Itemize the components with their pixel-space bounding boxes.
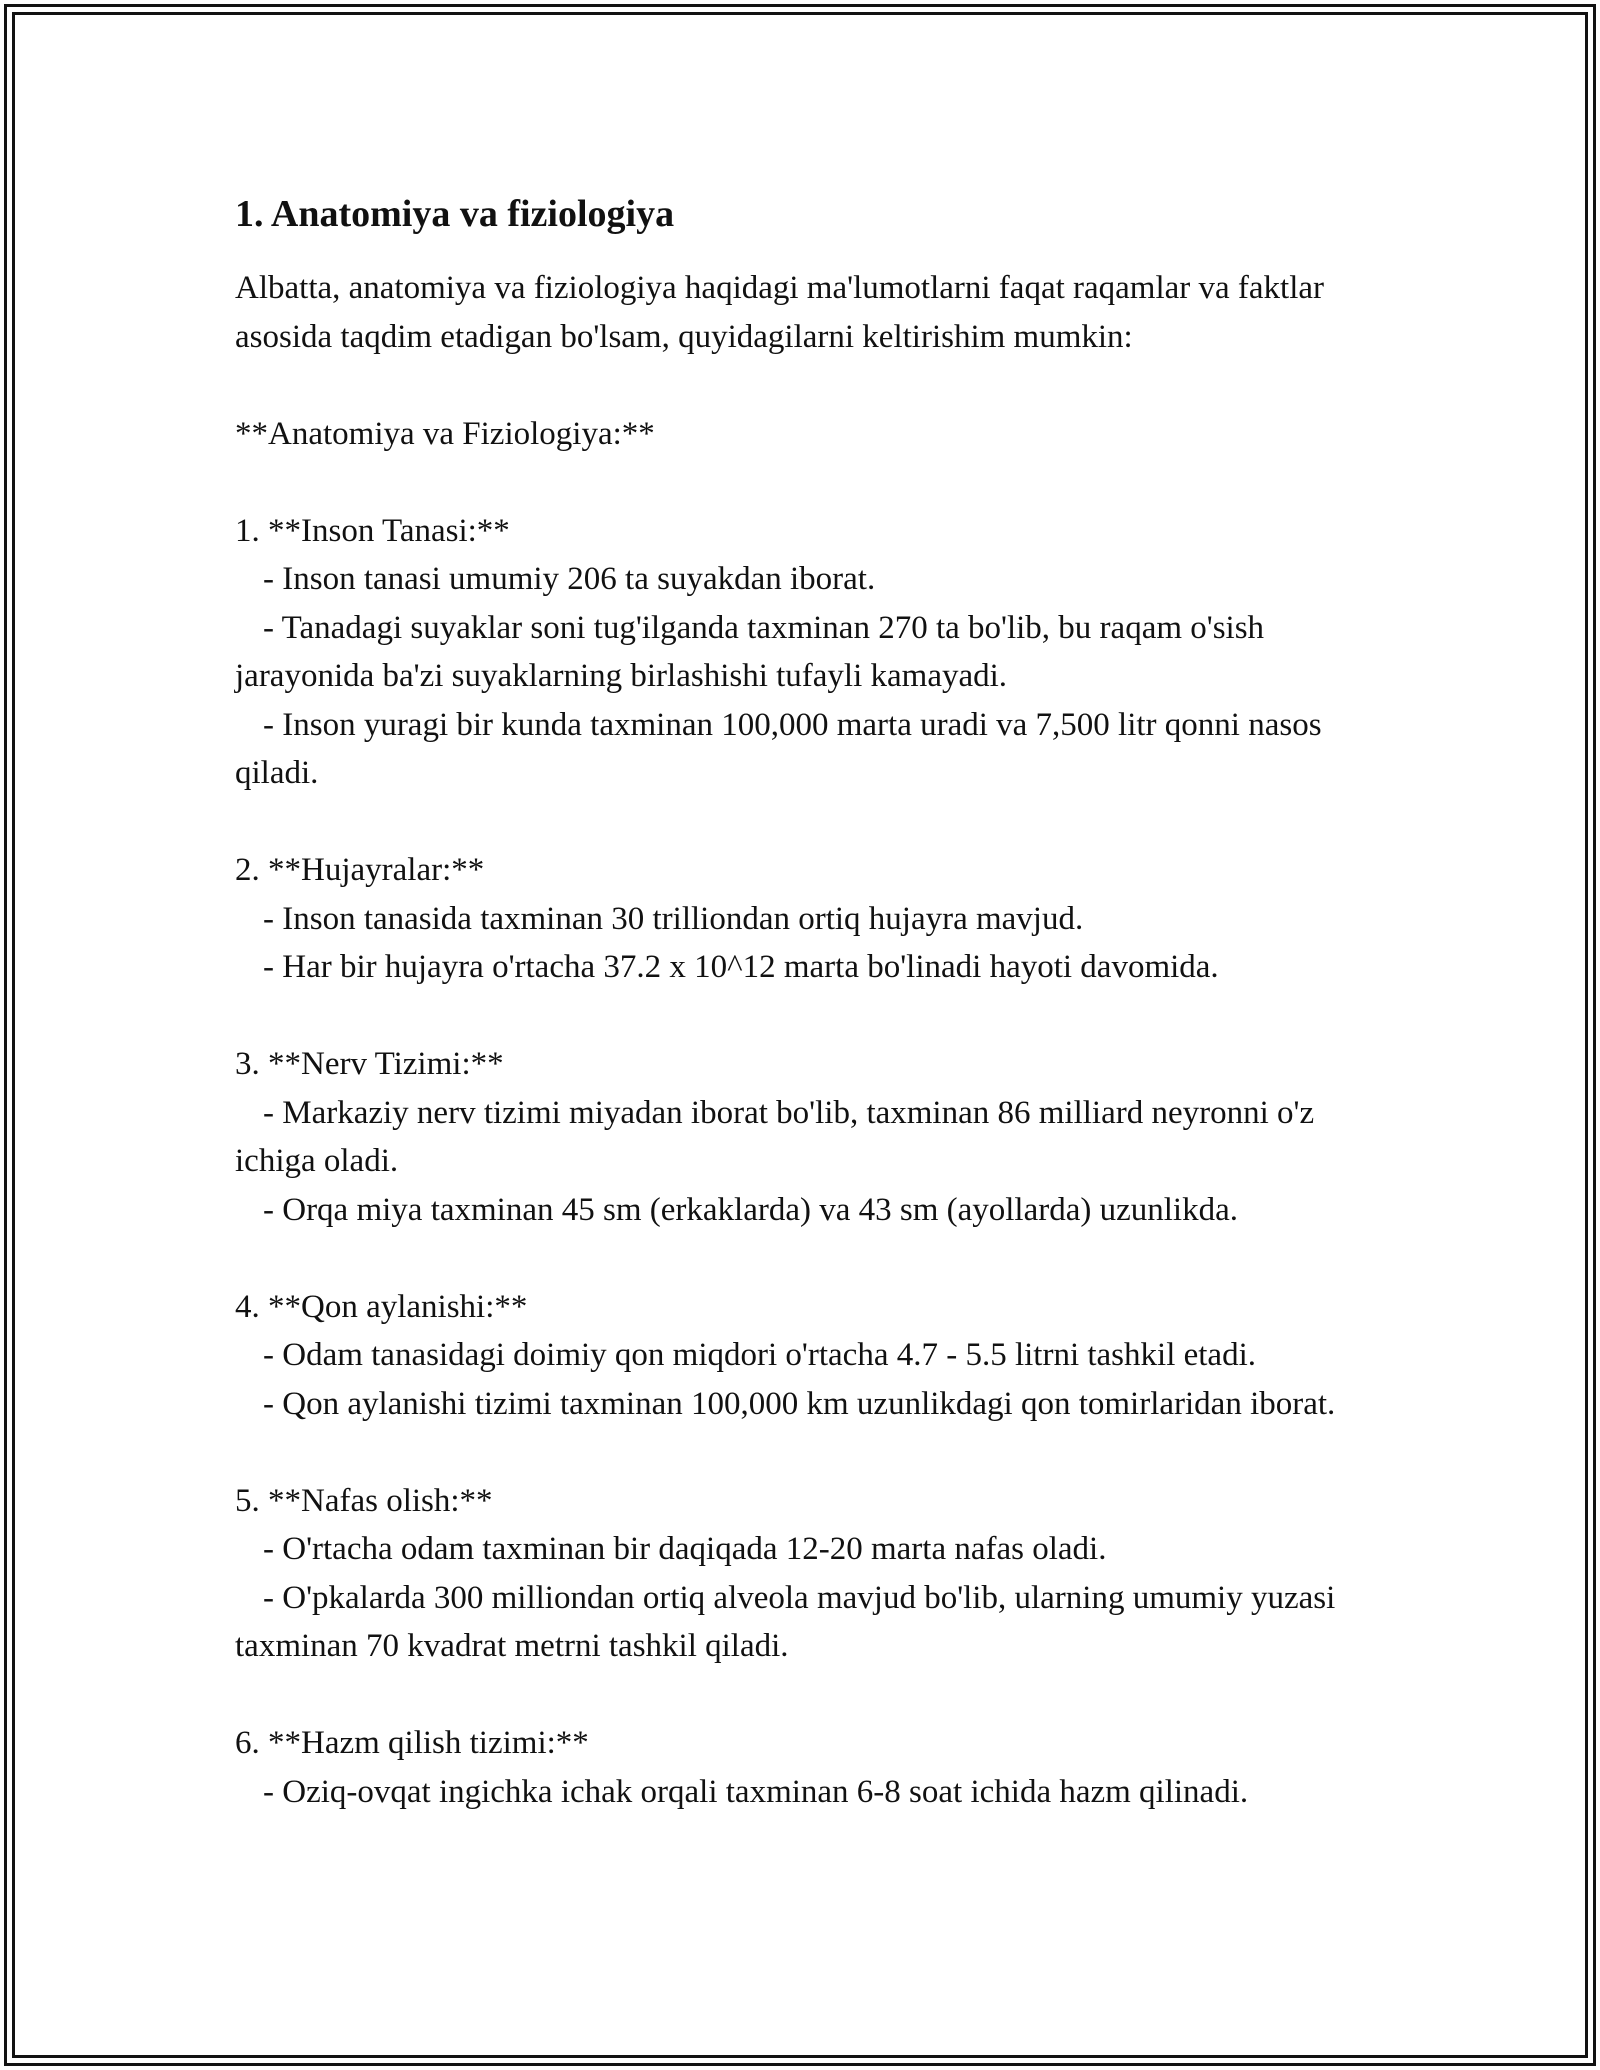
list-item-text: - Markaziy nerv tizimi miyadan iborat bo'lib, taxminan 86 milliard neyronni o'z ichiga oladi. (235, 1094, 1323, 1179)
list-item (235, 1089, 1395, 1186)
list-item (235, 1574, 1395, 1671)
section-header: 4. **Qon aylanishi:** (235, 1288, 528, 1325)
list-item-text: - Tanadagi suyaklar soni tug'ilganda taxminan 270 ta bo'lib, bu raqam o'sish jarayonida ba'zi suyaklarning birlashishi tufayli kamayadi. (235, 609, 1273, 694)
document-page (235, 190, 1395, 1816)
list-item-text: - Inson yuragi bir kunda taxminan 100,000 marta uradi va 7,500 litr qonni nasos qiladi. (235, 706, 1330, 791)
intro-paragraph: Albatta, anatomiya va fiziologiya haqidagi ma'lumotlarni faqat raqamlar va faktlar asosida taqdim etadigan bo'lsam, quyidagilarni keltirishim mumkin: (235, 270, 1325, 355)
list-item: - Oziq-ovqat ingichka ichak orqali taxminan 6-8 soat ichida hazm qilinadi. (263, 1773, 1249, 1810)
list-item-text: - Qon aylanishi tizimi taxminan 100,000 km uzunlikdagi qon tomirlaridan iborat. (263, 1385, 1336, 1422)
section-inson-tanasi (235, 507, 1395, 798)
list-item: - O'rtacha odam taxminan bir daqiqada 12-20 marta nafas oladi. (263, 1531, 1107, 1567)
list-item-text: - O'pkalarda 300 milliondan ortiq alveola mavjud bo'lib, ularning umumiy yuzasi taxminan 70 kvadrat metrni tashkil qiladi. (235, 1579, 1344, 1664)
section-nerv-tizimi (235, 1040, 1395, 1234)
section-header: 2. **Hujayralar:** (235, 852, 485, 888)
list-item: - Inson tanasi umumiy 206 ta suyakdan iborat. (263, 561, 876, 597)
list-item: - Odam tanasidagi doimiy qon miqdori o'rtacha 4.7 - 5.5 litrni tashkil etadi. (263, 1337, 1256, 1373)
section-hujayralar (235, 846, 1395, 992)
section-header: 6. **Hazm qilish tizimi:** (235, 1725, 589, 1761)
subtitle: **Anatomiya va Fiziologiya:** (235, 415, 655, 452)
section-header: 1. **Inson Tanasi:** (235, 512, 510, 549)
section-hazm-qilish (235, 1719, 1395, 1816)
document-title: 1. Anatomiya va fiziologiya (235, 193, 675, 235)
list-item (235, 1380, 1395, 1429)
section-header: 5. **Nafas olish:** (235, 1482, 493, 1519)
list-item (235, 604, 1395, 701)
section-qon-aylanishi (235, 1283, 1395, 1429)
section-nafas-olish (235, 1477, 1395, 1671)
list-item: - Orqa miya taxminan 45 sm (erkaklarda) va 43 sm (ayollarda) uzunlikda. (263, 1191, 1238, 1228)
section-header: 3. **Nerv Tizimi:** (235, 1046, 504, 1082)
list-item (235, 701, 1395, 798)
list-item: - Inson tanasida taxminan 30 trilliondan ortiq hujayra mavjud. (263, 900, 1084, 937)
list-item: - Har bir hujayra o'rtacha 37.2 x 10^12 marta bo'linadi hayoti davomida. (263, 949, 1219, 985)
